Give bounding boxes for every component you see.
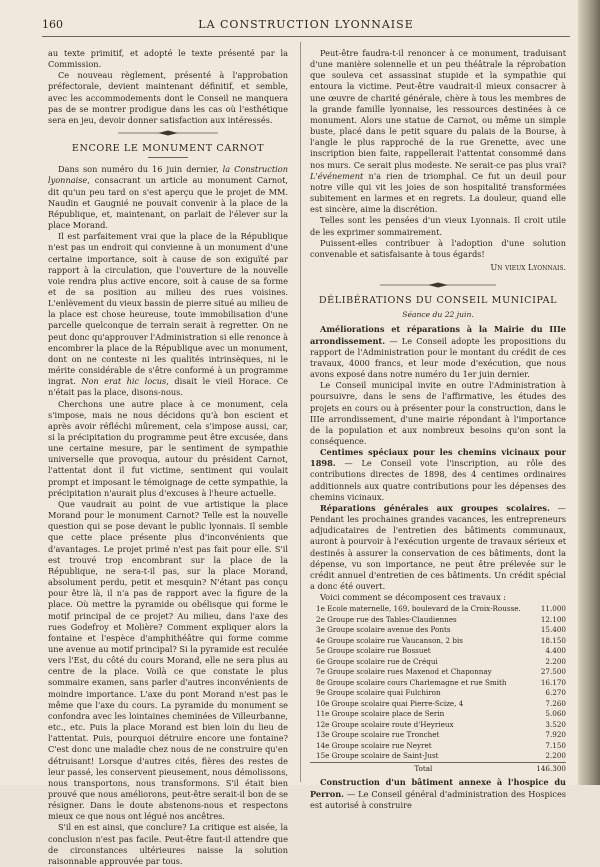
ornament-divider bbox=[310, 281, 566, 289]
works-row-value: 6.270 bbox=[545, 688, 566, 698]
paragraph: S'il en est ainsi, que conclure? La critique est aisée, la conclusion n'est pas facile. Peut-être faut-il attendre que de circonstances ultérieures naisse la solution raisonnable approuvée par tous. bbox=[48, 822, 288, 866]
works-row-value: 16.170 bbox=[540, 677, 566, 687]
paragraph: Peut-être faudra-t-il renoncer à ce monument, traduisant d'une manière solennelle et un peu théâtrale la réprobation que souleva cet assassinat stupide et la sympathie qui entoura la victime. Peut-être vaudrait-il mieux consacrer à une œuvre de charité générale, chère à tous les membres de la grande famille lyonnaise, les ressources destinées à ce monument. Alors une statue de Carnot, ou même un simple buste, placé dans le petit square du palais de la Bourse, à l'angle le plus rapproché de la rue Grenette, avec une inscription bien faite, rappellerait l'attentat consommé dans nos murs. Ce serait plus modeste. Ne serait-ce pas plus vrai? L'événement n'a rien de triomphal. Ce fut un deuil pour notre ville qui vit les joies de son hospitalité transformées subitement en larmes et en regrets. La douleur, quand elle est sincère, aime la discrétion. bbox=[310, 48, 566, 215]
signature: Un vieux Lyonnais. bbox=[490, 262, 566, 272]
works-row-value: 7.920 bbox=[545, 730, 566, 740]
works-row bbox=[310, 741, 566, 752]
works-row bbox=[310, 688, 566, 699]
running-header bbox=[42, 18, 570, 32]
works-row-label: 4e Groupe scolaire rue Vaucanson, 2 bis bbox=[316, 635, 463, 645]
paragraph: Réparations générales aux groupes scolaires. — Pendant les prochaines grandes vacances, les entrepreneurs adjudicataires de l'entretien des bâtiments communaux, auront à pourvoir à l'exécution urgente de travaux sérieux et destinés à assurer la conservation de ces bâtiments, dont la dépense, vu son importance, ne peut être prélevée sur le crédit annuel d'entretien de ces bâtiments. Un crédit spécial a donc été ouvert. bbox=[310, 502, 566, 592]
paragraph: Ce nouveau règlement, présenté à l'approbation préfectorale, devient maintenant définitif, et semble, avec les accommodements dont le Conseil ne manquera pas de se montrer prodigue dans les cas où l'esthétique sera en jeu, devoir donner satisfaction aux intéressés. bbox=[48, 70, 288, 125]
works-row-value: 11.000 bbox=[540, 604, 566, 614]
works-row-label: 7e Groupe scolaire rues Maxenod et Chaponnay bbox=[316, 667, 492, 677]
works-total-row bbox=[310, 762, 566, 774]
works-row bbox=[310, 751, 566, 762]
title-rule bbox=[148, 157, 188, 158]
works-row-value: 18.150 bbox=[540, 635, 566, 645]
paragraph: Puissent-elles contribuer à l'adoption d'une solution convenable et satisfaisante à tous égards! bbox=[310, 237, 566, 259]
paragraph: Cherchons une autre place à ce monument, cela s'impose, mais ne nous décidons qu'à bon escient et après avoir réfléchi mûrement, cela s'impose aussi, car, si la précipitation du programme peut être excusée, dans une certaine mesure, par le sentiment de sympathie universelle que provoqua, autour du président Carnot, l'attentat dont il fut victime, sentiment qui voulait prompt et imposant le témoignage de cette sympathie, la précipitation n'aurait plus d'excuses à l'heure actuelle. bbox=[48, 398, 288, 498]
paragraph: Améliorations et réparations à la Mairie du IIIe arrondissement. — Le Conseil adopte les propositions du rapport de l'Administration pour le montant du crédit de ces travaux, 4000 francs, et leur mode d'exécution, que nous avons exposé dans notre numéro du 1er juin dernier. bbox=[310, 324, 566, 380]
paragraph: Construction d'un bâtiment annexe à l'hospice du Perron. — Le Conseil général d'administration des Hospices est autorisé à construire bbox=[310, 777, 566, 810]
page-number: 160 bbox=[42, 18, 63, 31]
works-row bbox=[310, 709, 566, 720]
works-row-label: 14e Groupe scolaire rue Neyret bbox=[316, 740, 432, 750]
paragraph: Il est parfaitement vrai que la place de la République n'est pas un endroit qui convienne à un monument d'une certaine importance, soit à cause de son exiguïté par rapport à la circulation, que l'ouverture de la nouvelle voie rendra plus active encore, soit à cause de sa forme et de sa position au milieu des rues voisines. L'enlèvement du vieux bassin de pierre situé au milieu de la place est chose heureuse, toute immobilisation d'une parcelle quelconque de terrain serait à regretter. On ne peut donc qu'approuver l'Administration si elle renonce à encombrer la place de la République avec un monument, dont on ne conteste ni les qualités intrinsèques, ni le mérite considérable de s'être conformé à un programme ingrat. Non erat hic locus, disait le vieil Horace. Ce n'était pas la place, disons-nous. bbox=[48, 231, 288, 398]
paragraph: Centimes spéciaux pour les chemins vicinaux pour 1898. — Le Conseil vote l'inscription, au rôle des contributions directes de 1898, des 4 centimes ordinaires additionnels aux quatre contributions pour les dépenses des chemins vicinaux. bbox=[310, 447, 566, 502]
works-row-label: 11e Groupe scolaire place de Serin bbox=[316, 709, 445, 719]
section-title: DÉLIBÉRATIONS DU CONSEIL MUNICIPAL bbox=[318, 295, 558, 307]
right-column bbox=[310, 48, 566, 811]
works-row-label: 6e Groupe scolaire rue de Créqui bbox=[316, 656, 438, 666]
works-row-value: 2.200 bbox=[545, 751, 566, 761]
works-row-label: 3e Groupe scolaire avenue des Ponts bbox=[316, 625, 451, 635]
works-row-label: 8e Groupe scolaire cours Charlemagne et rue Smith bbox=[316, 677, 507, 687]
works-row-value: 7.150 bbox=[545, 740, 566, 750]
works-row bbox=[310, 625, 566, 636]
section-subtitle: Séance du 22 juin. bbox=[402, 310, 474, 320]
works-row bbox=[310, 636, 566, 647]
works-row-value: 12.100 bbox=[540, 614, 566, 624]
works-row-label: 10e Groupe scolaire quai Pierre-Scize, 4 bbox=[316, 698, 464, 708]
paragraph: Dans son numéro du 16 juin dernier, la Construction lyonnaise, consacrant un article au monument Carnot, dit qu'un peu tard on s'est aperçu que le projet de MM. Naudin et Gaugnié ne pouvait convenir à la place de la République, et, maintenant, on parlait de l'élever sur la place Morand. bbox=[48, 164, 288, 231]
paragraph: Que vaudrait au point de vue artistique la place Morand pour le monument Carnot? Telle est la nouvelle question qui se pose devant le public lyonnais. Il semble que cette place présente plus d'inconvénients que d'avantages. Le projet primé n'est pas fait pour elle. S'il est trouvé trop encombrant sur la place de la République, ne sera-t-il pas, sur la place Morand, absolument perdu, petit et mesquin? N'étant pas conçu pour être là, il n'a pas de rapport avec la figure de la place. Où mettre la pyramide ou obélisque qui forme le motif principal de ce projet? Au milieu, dans l'axe des rues Godefroy et Molière? Comment expliquer alors la fontaine et l'espèce d'amphithéâtre qui forme comme une avenue au motif principal? Si la pyramide est reculée vers l'Est, du côté du cours Morand, elle ne sera plus au centre de la place. Voilà ce que constate le plus sommaire examen, sans parler d'autres inconvénients de moindre importance. L'axe du pont Morand n'est pas le même que l'axe du cours. La pyramide du monument se confondra avec les lointaines cheminées de Villeurbanne, etc., etc. Puis la place Morand est bien loin du lieu de l'attentat. Puis, pourquoi détruire encore une fontaine? C'est donc une maladie chez nous de ne construire qu'en détruisant! Lorsque d'autres cités, fières des restes de leur passé, les conservent pieusement, nous démolissons, nous transportons, nous transformons. S'il était bien prouvé que nous améliorons, peut-être serait-il bon de se résigner. Dans le doute abstenons-nous et respectons mieux ce que nous ont légué nos ancêtres. bbox=[48, 498, 288, 822]
works-row-label: 1e Ecole maternelle, 169, boulevard de la Croix-Rousse. bbox=[316, 604, 521, 614]
works-row-label: 5e Groupe scolaire rue Bossuet bbox=[316, 646, 431, 656]
works-row-value: 15.400 bbox=[540, 625, 566, 635]
works-row-value: 5.060 bbox=[545, 709, 566, 719]
works-row-label: 12e Groupe scolaire route d'Heyrieux bbox=[316, 719, 454, 729]
works-row-value: 3.520 bbox=[545, 719, 566, 729]
works-row bbox=[310, 730, 566, 741]
page-binding-shadow bbox=[578, 0, 600, 785]
total-value: 146.300 bbox=[531, 762, 566, 774]
works-row bbox=[310, 667, 566, 678]
works-row bbox=[310, 646, 566, 657]
header-rule bbox=[42, 36, 570, 37]
works-row bbox=[310, 720, 566, 731]
paragraph: au texte primitif, et adopté le texte présenté par la Commission. bbox=[48, 48, 288, 70]
works-row-label: 2e Groupe rue des Tables-Claudiennes bbox=[316, 614, 457, 624]
section-title: ENCORE LE MONUMENT CARNOT bbox=[71, 143, 265, 155]
journal-title: LA CONSTRUCTION LYONNAISE bbox=[198, 18, 414, 31]
works-row bbox=[310, 604, 566, 615]
works-row-label: 13e Groupe scolaire rue Tronchet bbox=[316, 730, 440, 740]
works-row-label: 9e Groupe scolaire quai Fulchiron bbox=[316, 688, 441, 698]
works-row bbox=[310, 699, 566, 710]
works-row-value: 2.200 bbox=[545, 656, 566, 666]
works-row-value: 7.260 bbox=[545, 698, 566, 708]
total-label: Total bbox=[310, 762, 531, 774]
works-row-label: 15e Groupe scolaire de Saint-Just bbox=[316, 751, 439, 761]
works-row-value: 4.400 bbox=[545, 646, 566, 656]
paragraph: Le Conseil municipal invite en outre l'Administration à poursuivre, dans le sens de l'affirmative, les études des projets en cours ou à présenter pour la construction, dans le IIIe arrondissement, d'une mairie répondant à l'importance de la population et aux nombreux besoins qu'on sont la conséquence. bbox=[310, 380, 566, 446]
left-column bbox=[48, 48, 288, 867]
works-row bbox=[310, 678, 566, 689]
works-row bbox=[310, 615, 566, 626]
column-divider bbox=[300, 42, 301, 782]
works-row bbox=[310, 657, 566, 668]
works-row-value: 27.500 bbox=[540, 667, 566, 677]
paragraph: Telles sont les pensées d'un vieux Lyonnais. Il croit utile de les exprimer sommairement. bbox=[310, 215, 566, 237]
ornament-divider bbox=[48, 129, 288, 137]
works-table bbox=[310, 604, 566, 774]
paragraph: Voici comment se décomposent ces travaux : bbox=[320, 592, 507, 603]
